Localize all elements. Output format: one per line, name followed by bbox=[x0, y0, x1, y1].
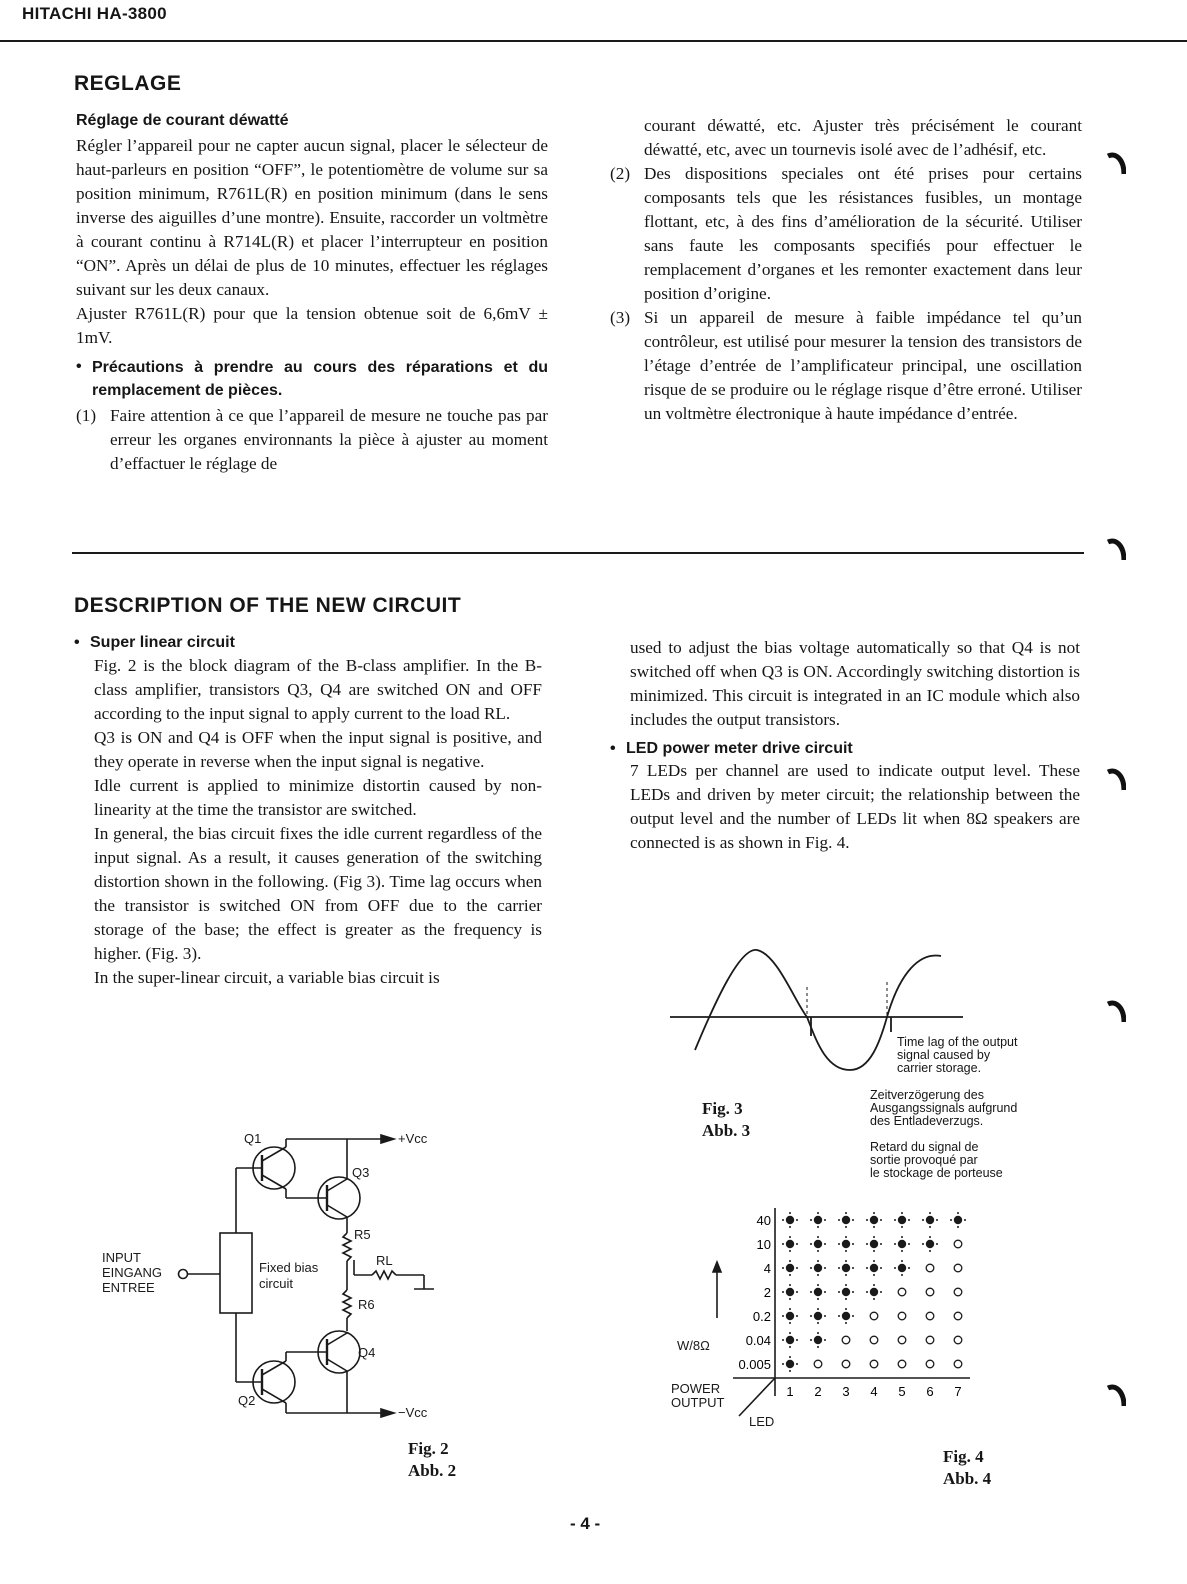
led-lit bbox=[898, 1216, 906, 1224]
led-glow-dot bbox=[873, 1236, 875, 1238]
circuit-label: circuit bbox=[259, 1276, 293, 1291]
led-glow-dot bbox=[796, 1363, 798, 1365]
led-glow-dot bbox=[908, 1267, 910, 1269]
q4-label: Q4 bbox=[358, 1345, 376, 1360]
description-left-column bbox=[74, 632, 542, 990]
led-glow-dot bbox=[789, 1370, 791, 1372]
led-glow-dot bbox=[817, 1226, 819, 1228]
led-glow-dot bbox=[964, 1219, 966, 1221]
precaution-item-3 bbox=[610, 306, 1082, 426]
led-glow-dot bbox=[838, 1291, 840, 1293]
led-unlit bbox=[926, 1336, 934, 1344]
led-glow-dot bbox=[796, 1267, 798, 1269]
vcc-negative-label: −Vcc bbox=[398, 1405, 428, 1420]
item-number: (1) bbox=[76, 406, 97, 425]
led-lit bbox=[814, 1216, 822, 1224]
led-lit bbox=[814, 1288, 822, 1296]
super-linear-paragraph-1: Fig. 2 is the block diagram of the B-class amplifier. In the B-class amplifier, transistors Q3, Q4 are switched ON and OFF according to the input signal to apply current to the load RL. bbox=[94, 656, 542, 723]
led-glow-dot bbox=[873, 1284, 875, 1286]
led-glow-dot bbox=[817, 1236, 819, 1238]
reglage-paragraph-1: Régler l’appareil pour ne capter aucun signal, placer le sélecteur de haut-parleurs en position “OFF”, le potentiomètre de volume sur sa position minimum, R761L(R) en position minimum (dans le sens inverse des aiguilles d’une montre). Ensuite, raccorder un voltmètre à courant continu à R714L(R) et placer l’interrupteur en position “ON”. Après un délai de plus de 10 minutes, effectuer les réglages suivant sur les deux canaux. bbox=[76, 136, 548, 299]
led-glow-dot bbox=[922, 1219, 924, 1221]
led-glow-dot bbox=[922, 1243, 924, 1245]
led-glow-dot bbox=[789, 1250, 791, 1252]
led-glow-dot bbox=[810, 1315, 812, 1317]
led-unlit bbox=[926, 1264, 934, 1272]
power-level-label: 4 bbox=[763, 1261, 771, 1276]
entree-label: ENTREE bbox=[102, 1280, 155, 1295]
led-glow-dot bbox=[845, 1212, 847, 1214]
binder-mark bbox=[1106, 1382, 1126, 1408]
led-glow-dot bbox=[901, 1274, 903, 1276]
r5-label: R5 bbox=[354, 1227, 371, 1242]
reglage-subtitle: Réglage de courant déwatté bbox=[76, 112, 289, 129]
led-glow-dot bbox=[894, 1243, 896, 1245]
led-glow-dot bbox=[782, 1219, 784, 1221]
led-glow-dot bbox=[873, 1298, 875, 1300]
led-glow-dot bbox=[852, 1291, 854, 1293]
fig3-annotation-fr: Retard du signal de sortie provoqué par le stockage de porteuse bbox=[870, 1140, 1003, 1180]
fig2-caption-en: Fig. 2 bbox=[408, 1439, 449, 1458]
led-glow-dot bbox=[845, 1226, 847, 1228]
led-unlit bbox=[898, 1288, 906, 1296]
led-glow-dot bbox=[845, 1274, 847, 1276]
led-lit bbox=[842, 1216, 850, 1224]
fixed-bias-label: Fixed bias bbox=[259, 1260, 319, 1275]
led-unlit bbox=[926, 1312, 934, 1320]
led-number-label: 6 bbox=[926, 1384, 934, 1399]
fig2-circuit-diagram bbox=[96, 1125, 456, 1425]
fig2-caption bbox=[408, 1438, 456, 1482]
super-linear-heading: • Super linear circuit bbox=[74, 634, 235, 651]
header-rule bbox=[0, 40, 1187, 42]
super-linear-paragraph-4: In general, the bias circuit fixes the idle current regardless of the input signal. As a result, it causes generation of the switching distortion shown in the following. (Fig 3). Time lag occurs when the transistor is switched ON from OFF due to the carrier storage of the base; the effect is greater as the frequency is higher. (Fig. 3). bbox=[94, 824, 542, 963]
led-axis-label: LED bbox=[749, 1414, 775, 1429]
led-glow-dot bbox=[838, 1243, 840, 1245]
led-glow-dot bbox=[782, 1315, 784, 1317]
led-glow-dot bbox=[929, 1250, 931, 1252]
led-glow-dot bbox=[796, 1219, 798, 1221]
led-lit bbox=[786, 1264, 794, 1272]
led-glow-dot bbox=[810, 1339, 812, 1341]
power-level-label: 0.005 bbox=[738, 1357, 771, 1372]
led-glow-dot bbox=[838, 1315, 840, 1317]
q1-label: Q1 bbox=[244, 1131, 262, 1146]
led-glow-dot bbox=[782, 1267, 784, 1269]
precaution-item-1 bbox=[76, 404, 548, 476]
led-glow-dot bbox=[936, 1243, 938, 1245]
led-glow-dot bbox=[796, 1291, 798, 1293]
led-lit bbox=[786, 1216, 794, 1224]
led-glow-dot bbox=[824, 1219, 826, 1221]
led-glow-dot bbox=[936, 1219, 938, 1221]
fig3-annotation-de: Zeitverzögerung des Ausgangssignals aufgrund des Entladeverzugs. bbox=[870, 1088, 1018, 1128]
item-number: (2) bbox=[610, 164, 631, 183]
led-lit bbox=[954, 1216, 962, 1224]
led-glow-dot bbox=[789, 1212, 791, 1214]
led-lit bbox=[898, 1264, 906, 1272]
led-glow-dot bbox=[796, 1339, 798, 1341]
super-linear-paragraph-3: Idle current is applied to minimize distortin caused by non-linearity at the time the transistor are switched. bbox=[94, 776, 542, 819]
led-lit bbox=[814, 1264, 822, 1272]
section-divider bbox=[72, 552, 1084, 554]
fig2-caption-de: Abb. 2 bbox=[408, 1461, 457, 1480]
reglage-paragraph-2: Ajuster R761L(R) pour que la tension obtenue soit de 6,6mV ± 1mV. bbox=[76, 304, 548, 347]
led-glow-dot bbox=[866, 1267, 868, 1269]
fig4-caption-en: Fig. 4 bbox=[943, 1447, 984, 1466]
power-level-label: 0.04 bbox=[745, 1333, 771, 1348]
led-glow-dot bbox=[789, 1346, 791, 1348]
led-glow-dot bbox=[845, 1260, 847, 1262]
led-glow-dot bbox=[789, 1298, 791, 1300]
eingang-label: EINGANG bbox=[102, 1265, 162, 1280]
led-number-label: 3 bbox=[842, 1384, 850, 1399]
super-linear-paragraph-5-continued: used to adjust the bias voltage automatically so that Q4 is not switched off when Q3 is ON. Accordingly switching distortion is minimized. This circuit is integrated in an IC module which also includes the output transistors. bbox=[630, 638, 1080, 729]
led-glow-dot bbox=[817, 1308, 819, 1310]
led-glow-dot bbox=[838, 1267, 840, 1269]
led-glow-dot bbox=[817, 1284, 819, 1286]
super-linear-paragraph-2: Q3 is ON and Q4 is OFF when the input signal is positive, and they operate in reverse when the input signal is negative. bbox=[94, 728, 542, 771]
power-level-label: 0.2 bbox=[752, 1309, 771, 1324]
led-glow-dot bbox=[782, 1243, 784, 1245]
page-number: - 4 - bbox=[570, 1514, 601, 1533]
led-number-label: 4 bbox=[870, 1384, 878, 1399]
led-glow-dot bbox=[873, 1250, 875, 1252]
led-glow-dot bbox=[894, 1219, 896, 1221]
binder-mark bbox=[1106, 998, 1126, 1024]
led-glow-dot bbox=[796, 1315, 798, 1317]
reglage-title: REGLAGE bbox=[74, 72, 182, 95]
led-glow-dot bbox=[789, 1356, 791, 1358]
led-unlit bbox=[954, 1240, 962, 1248]
led-glow-dot bbox=[782, 1291, 784, 1293]
led-glow-dot bbox=[789, 1332, 791, 1334]
led-unlit bbox=[870, 1336, 878, 1344]
fig3-caption-de: Abb. 3 bbox=[702, 1121, 751, 1140]
led-glow-dot bbox=[880, 1243, 882, 1245]
super-linear-paragraph-5: In the super-linear circuit, a variable bias circuit is bbox=[94, 968, 440, 987]
led-lit bbox=[842, 1264, 850, 1272]
led-glow-dot bbox=[782, 1363, 784, 1365]
led-glow-dot bbox=[901, 1212, 903, 1214]
led-glow-dot bbox=[824, 1291, 826, 1293]
led-glow-dot bbox=[817, 1260, 819, 1262]
led-glow-dot bbox=[845, 1308, 847, 1310]
fig4-caption-de: Abb. 4 bbox=[943, 1469, 992, 1488]
q3-label: Q3 bbox=[352, 1165, 370, 1180]
fig3-caption-en: Fig. 3 bbox=[702, 1099, 743, 1118]
led-lit bbox=[870, 1240, 878, 1248]
led-glow-dot bbox=[817, 1346, 819, 1348]
led-lit bbox=[870, 1264, 878, 1272]
led-glow-dot bbox=[894, 1267, 896, 1269]
precautions-heading: • Précautions à prendre au cours des réparations et du remplacement de pièces. bbox=[76, 356, 548, 402]
led-glow-dot bbox=[810, 1219, 812, 1221]
item-2-text: Des dispositions speciales ont été prises pour certains composants tels que les résistances fusibles, un montage flottant, etc, à des fins d’amélioration de la sécurité. Utiliser sans faute les composants specifiés pour effectuer le remplacement d’organes et les remonter exactement dans leur position d’origine. bbox=[644, 164, 1082, 303]
led-glow-dot bbox=[866, 1219, 868, 1221]
led-glow-dot bbox=[789, 1274, 791, 1276]
led-glow-dot bbox=[866, 1291, 868, 1293]
led-glow-dot bbox=[817, 1274, 819, 1276]
fig3-caption bbox=[702, 1098, 750, 1142]
led-glow-dot bbox=[908, 1243, 910, 1245]
led-unlit bbox=[870, 1360, 878, 1368]
led-glow-dot bbox=[817, 1322, 819, 1324]
rl-label: RL bbox=[376, 1253, 393, 1268]
led-glow-dot bbox=[789, 1322, 791, 1324]
led-title: LED power meter drive circuit bbox=[626, 740, 853, 757]
led-lit bbox=[842, 1288, 850, 1296]
led-lit bbox=[842, 1312, 850, 1320]
led-lit bbox=[926, 1240, 934, 1248]
led-glow-dot bbox=[957, 1212, 959, 1214]
led-glow-dot bbox=[817, 1332, 819, 1334]
led-number-label: 7 bbox=[954, 1384, 962, 1399]
led-glow-dot bbox=[845, 1236, 847, 1238]
led-glow-dot bbox=[817, 1250, 819, 1252]
fig3-annotation-en: Time lag of the output signal caused by carrier storage. bbox=[897, 1035, 1018, 1075]
binder-mark bbox=[1106, 536, 1126, 562]
led-glow-dot bbox=[789, 1260, 791, 1262]
r6-label: R6 bbox=[358, 1297, 375, 1312]
input-label: INPUT bbox=[102, 1250, 141, 1265]
led-glow-dot bbox=[810, 1243, 812, 1245]
item-number: (3) bbox=[610, 308, 631, 327]
precaution-item-2 bbox=[610, 162, 1082, 306]
reglage-right-column bbox=[610, 114, 1082, 426]
led-glow-dot bbox=[852, 1267, 854, 1269]
reglage-left-column bbox=[76, 110, 548, 476]
led-lit bbox=[842, 1240, 850, 1248]
led-lit bbox=[786, 1240, 794, 1248]
led-glow-dot bbox=[845, 1250, 847, 1252]
power-level-label: 10 bbox=[756, 1237, 771, 1252]
led-glow-dot bbox=[852, 1219, 854, 1221]
binder-mark bbox=[1106, 766, 1126, 792]
led-glow-dot bbox=[845, 1322, 847, 1324]
power-label: POWER bbox=[671, 1381, 721, 1396]
led-lit bbox=[898, 1240, 906, 1248]
led-lit bbox=[786, 1312, 794, 1320]
led-glow-dot bbox=[789, 1308, 791, 1310]
led-lit bbox=[786, 1360, 794, 1368]
super-linear-title: Super linear circuit bbox=[90, 634, 235, 651]
led-lit bbox=[814, 1240, 822, 1248]
binder-mark bbox=[1106, 150, 1126, 176]
led-glow-dot bbox=[845, 1298, 847, 1300]
led-glow-dot bbox=[901, 1250, 903, 1252]
led-glow-dot bbox=[824, 1315, 826, 1317]
power-level-label: 2 bbox=[763, 1285, 771, 1300]
item-1-text-part2: courant déwatté, etc. Ajuster très précisément le courant déwatté, etc, avec un tournevis isolé avec de l’adhésif, etc. bbox=[644, 116, 1082, 159]
led-glow-dot bbox=[901, 1260, 903, 1262]
led-glow-dot bbox=[824, 1243, 826, 1245]
vcc-positive-label: +Vcc bbox=[398, 1131, 428, 1146]
led-number-label: 1 bbox=[786, 1384, 794, 1399]
led-glow-dot bbox=[852, 1315, 854, 1317]
led-paragraph: 7 LEDs per channel are used to indicate output level. These LEDs and driven by meter circuit; the relationship between the output level and the number of LEDs lit when 8Ω speakers are connected is as shown in Fig. 4. bbox=[630, 761, 1080, 852]
description-right-column bbox=[610, 636, 1080, 855]
led-glow-dot bbox=[866, 1243, 868, 1245]
led-glow-dot bbox=[880, 1291, 882, 1293]
led-glow-dot bbox=[789, 1284, 791, 1286]
output-label: OUTPUT bbox=[671, 1395, 725, 1410]
led-lit bbox=[870, 1288, 878, 1296]
led-unlit bbox=[870, 1312, 878, 1320]
led-unlit bbox=[814, 1360, 822, 1368]
led-glow-dot bbox=[873, 1260, 875, 1262]
led-glow-dot bbox=[957, 1226, 959, 1228]
led-glow-dot bbox=[873, 1274, 875, 1276]
led-unlit bbox=[926, 1360, 934, 1368]
led-unlit bbox=[842, 1336, 850, 1344]
led-unlit bbox=[954, 1336, 962, 1344]
item-1-text-part1: Faire attention à ce que l’appareil de mesure ne touche pas par erreur les organes environnants la pièce à ajuster au moment d’effactuer le réglage de bbox=[110, 406, 548, 473]
led-glow-dot bbox=[852, 1243, 854, 1245]
led-glow-dot bbox=[845, 1284, 847, 1286]
led-lit bbox=[814, 1336, 822, 1344]
led-glow-dot bbox=[796, 1243, 798, 1245]
led-glow-dot bbox=[929, 1236, 931, 1238]
led-unlit bbox=[898, 1336, 906, 1344]
led-glow-dot bbox=[817, 1212, 819, 1214]
led-unlit bbox=[842, 1360, 850, 1368]
led-glow-dot bbox=[873, 1212, 875, 1214]
fig4-caption bbox=[943, 1446, 991, 1490]
led-lit bbox=[786, 1336, 794, 1344]
led-glow-dot bbox=[901, 1226, 903, 1228]
led-glow-dot bbox=[901, 1236, 903, 1238]
led-glow-dot bbox=[880, 1267, 882, 1269]
led-glow-dot bbox=[908, 1219, 910, 1221]
led-glow-dot bbox=[929, 1212, 931, 1214]
led-unlit bbox=[954, 1360, 962, 1368]
led-lit bbox=[926, 1216, 934, 1224]
led-lit bbox=[786, 1288, 794, 1296]
power-unit-label: W/8Ω bbox=[677, 1338, 710, 1353]
led-unlit bbox=[954, 1288, 962, 1296]
led-glow-dot bbox=[810, 1267, 812, 1269]
led-glow-dot bbox=[789, 1236, 791, 1238]
led-glow-dot bbox=[810, 1291, 812, 1293]
led-glow-dot bbox=[838, 1219, 840, 1221]
led-glow-dot bbox=[950, 1219, 952, 1221]
precautions-title: Précautions à prendre au cours des réparations et du remplacement de pièces. bbox=[92, 359, 548, 399]
led-lit bbox=[814, 1312, 822, 1320]
item-3-text: Si un appareil de mesure à faible impédance tel qu’un contrôleur, est utilisé pour mesurer la tension des transistors de l’étage d’entrée de l’amplificateur principal, une oscillation risque de se produire ou le réglage risque d’être erroné. Utiliser un voltmètre électronique à haute impédance d’entrée. bbox=[644, 308, 1082, 423]
led-glow-dot bbox=[782, 1339, 784, 1341]
led-glow-dot bbox=[789, 1226, 791, 1228]
description-title: DESCRIPTION OF THE NEW CIRCUIT bbox=[74, 594, 462, 617]
led-number-label: 2 bbox=[814, 1384, 822, 1399]
led-unlit bbox=[898, 1312, 906, 1320]
q2-label: Q2 bbox=[238, 1393, 256, 1408]
led-glow-dot bbox=[929, 1226, 931, 1228]
led-glow-dot bbox=[817, 1298, 819, 1300]
fig4-led-table bbox=[665, 1200, 995, 1440]
led-unlit bbox=[954, 1312, 962, 1320]
led-glow-dot bbox=[824, 1339, 826, 1341]
led-unlit bbox=[926, 1288, 934, 1296]
document-header: HITACHI HA-3800 bbox=[22, 4, 167, 23]
led-unlit bbox=[898, 1360, 906, 1368]
led-glow-dot bbox=[824, 1267, 826, 1269]
led-number-label: 5 bbox=[898, 1384, 906, 1399]
led-heading: • LED power meter drive circuit bbox=[610, 740, 853, 757]
led-unlit bbox=[954, 1264, 962, 1272]
power-level-label: 40 bbox=[756, 1213, 771, 1228]
led-lit bbox=[870, 1216, 878, 1224]
led-glow-dot bbox=[873, 1226, 875, 1228]
led-glow-dot bbox=[880, 1219, 882, 1221]
